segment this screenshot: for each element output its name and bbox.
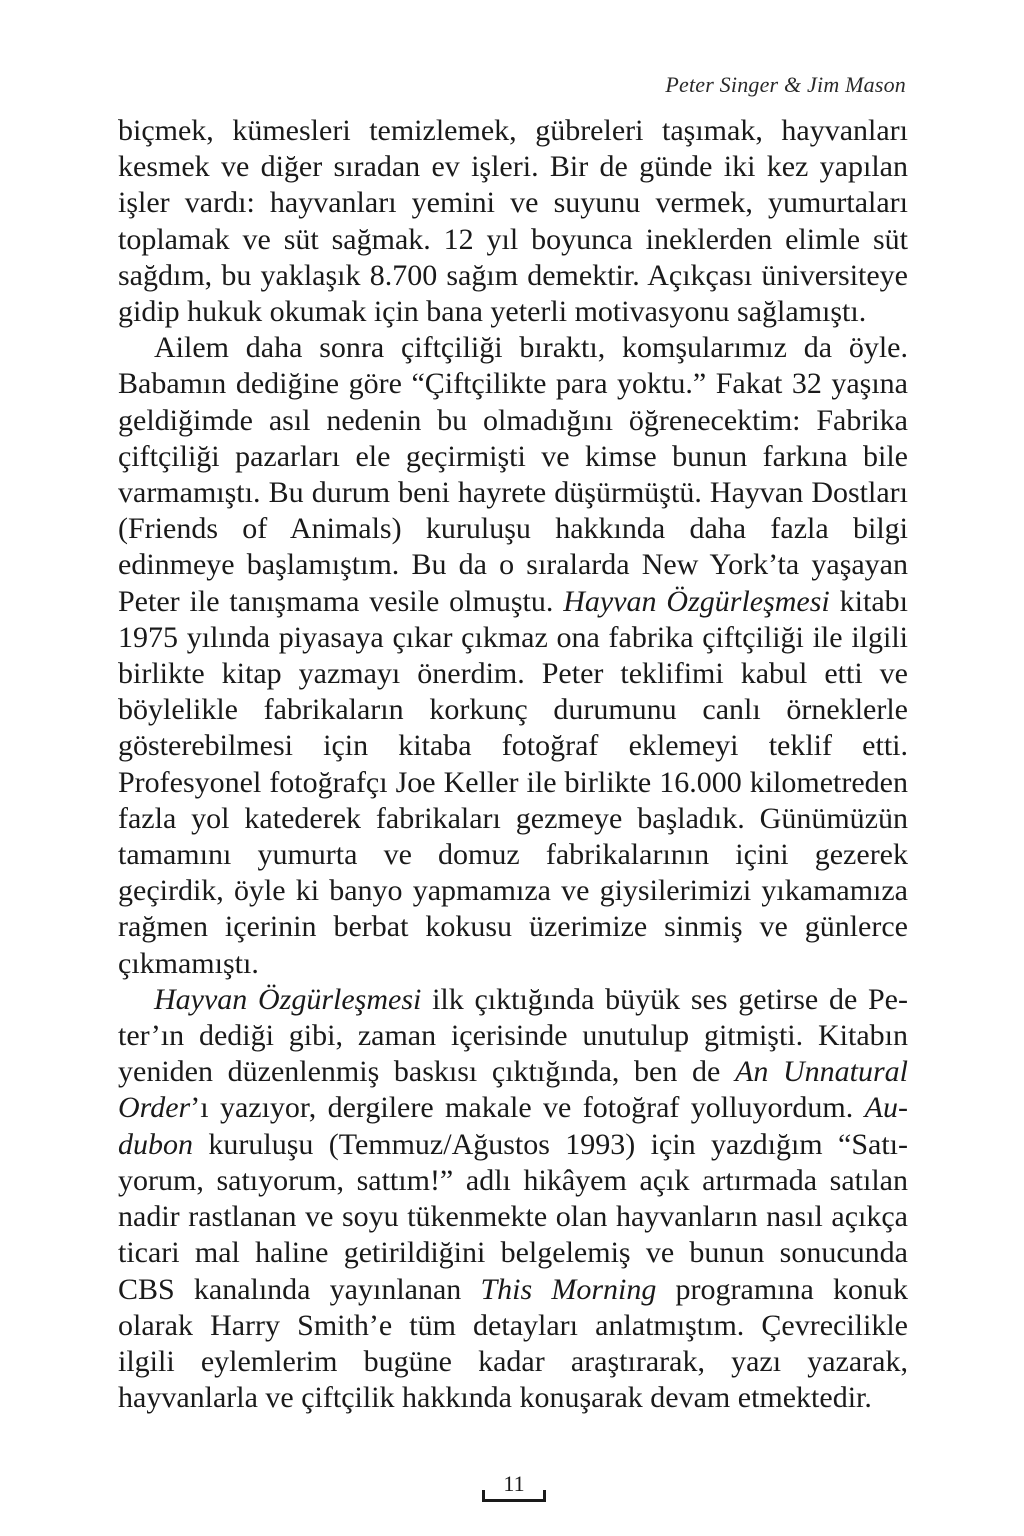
paragraph-continued [118, 113, 908, 330]
page-number-block [482, 1472, 546, 1502]
paragraph [118, 330, 908, 982]
organization-name: Audubon [118, 1091, 908, 1161]
paragraph [118, 982, 908, 1416]
page-number-rule-left-tick [482, 1490, 485, 1502]
page-number: 11 [503, 1471, 525, 1496]
body-text [118, 113, 908, 1416]
book-title: Hayvan Özgürleşmesi [154, 982, 422, 1016]
paragraph-text: programına konuk olarak Harry Smith’e tüm detayları anlatmıştım. Çevrecilikle ilgili eylemlerim bugüne kadar araştırarak, yazı yazarak, hayvanlarla ve çiftçilik hakkında konuşarak devam etmektedir. [118, 1272, 908, 1415]
page-number-rule-right-tick [543, 1490, 546, 1502]
page-number-rule [482, 1499, 546, 1502]
paragraph-text: biçmek, kümesleri temizlemek, gübreleri taşımak, hayvanları kesmek ve diğer sıradan ev işleri. Bir de günde iki kez yapılan işler vardı: hayvanları yemini ve suyunu vermek, yumurtaları toplamak ve süt sağmak. 12 yıl boyunca ineklerden elimle süt sağdım, bu yaklaşık 8.700 sağım demektir. Açıkçası üniversiteye gidip hukuk okumak için bana yeterli motivasyonu sağlamıştı. [118, 114, 908, 329]
paragraph-text: kitabı 1975 yılında piyasaya çıkar çıkmaz ona fabrika çiftçiliği ile ilgili birlikte kitap yazmayı önerdim. Peter teklifimi kabul etti ve böylelikle fabrikaların korkunç durumunu canlı örneklerle gösterebilmesi için kitaba fotoğraf eklemeyi teklif etti. Profesyonel fotoğrafçı Joe Keller ile birlikte 16.000 kilometreden fazla yol katederek fabrikaları gezmeye başladık. Günümüzün tamamını yumurta ve domuz fabrikalarının içini gezerek geçirdik, öyle ki banyo yapmamıza ve giysilerimizi yıkamamıza rağmen içerinin berbat kokusu üzerimize sinmiş ve günlerce çıkmamıştı. [118, 584, 908, 980]
running-head: Peter Singer & Jim Mason [665, 72, 906, 97]
paragraph-text: ’ı yazıyor, dergilere makale ve fotoğraf yolluyordum. [190, 1091, 865, 1125]
paragraph-text: kuruluşu (Temmuz/Ağustos 1993) için yazdığım “Satıyorum, satıyorum, sattım!” adlı hikâyem açık artırmada satılan nadir rastlanan ve soyu tükenmekte olan hayvanların nasıl açıkça ticari mal haline getirildiğini belgelemiş ve bunun sonucunda CBS kanalında yayınlanan [118, 1127, 908, 1306]
book-title: Hayvan Özgürleşmesi [563, 584, 830, 618]
book-title: An Unnatural Order [118, 1055, 908, 1125]
program-title: This Morning [480, 1272, 657, 1306]
paragraph-text: Ailem daha sonra çiftçiliği bıraktı, komşularımız da öyle. Babamın dediğine göre “Çiftçilikte para yoktu.” Fakat 32 yaşına geldiğimde asıl nedenin bu olmadığını öğrenecektim: Fabrika çiftçiliği pazarları ele geçirmişti ve kimse bunun farkına bile varmamıştı. Bu durum beni hayrete düşürmüştü. Hayvan Dostları (Friends of Animals) kuruluşu hakkında daha fazla bilgi edinmeye başlamıştım. Bu da o sıralarda New York’ta yaşayan Peter ile tanışmama vesile olmuştu. [118, 331, 908, 618]
paragraph-text: ilk çıktığında büyük ses getirse de Peter’ın dediği gibi, zaman içerisinde unutulup gitmişti. Kitabın yeniden düzenlenmiş baskısı çıktığında, ben de [118, 982, 908, 1089]
